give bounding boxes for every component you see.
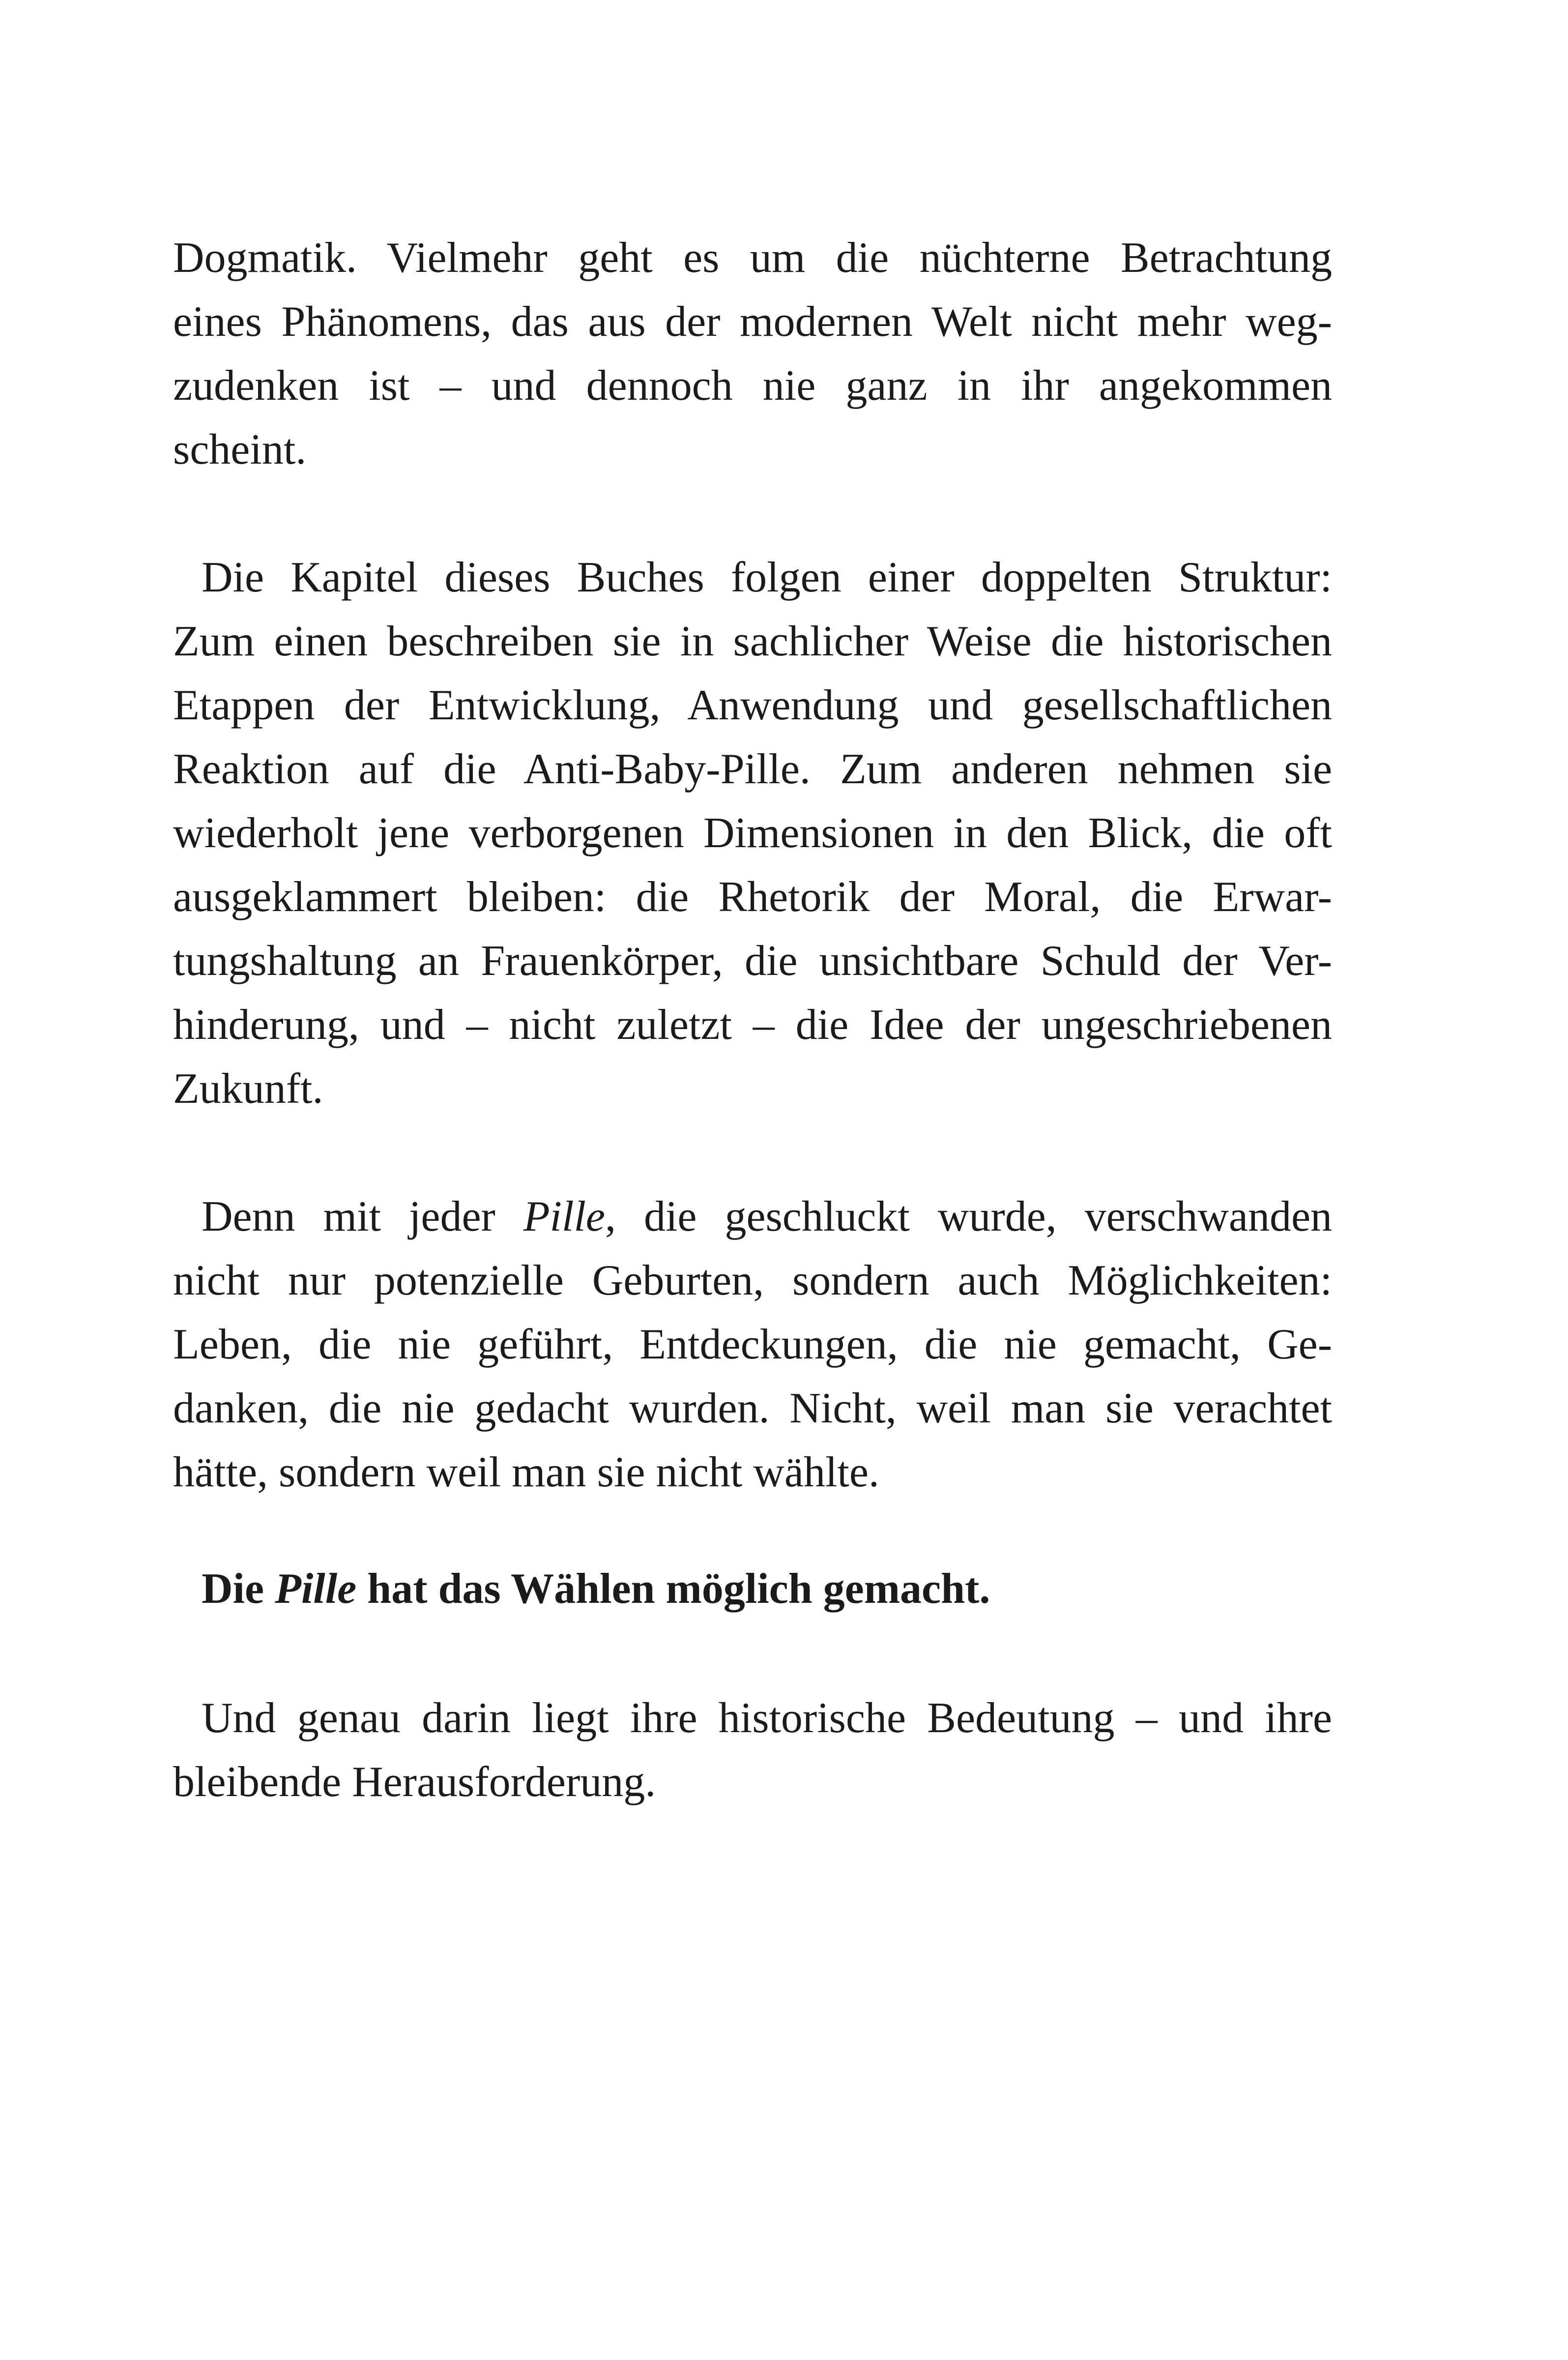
- emphasis-statement-start: Die: [202, 1565, 275, 1613]
- paragraph-1-line-4: scheint.: [173, 426, 307, 473]
- paragraph-4-line-1: Und genau darin liegt ihre historische Bedeutung – und ihre: [202, 1694, 1332, 1742]
- paragraph-3-line-4: danken, die nie gedacht wurden. Nicht, weil man sie verachtet: [173, 1385, 1332, 1432]
- paragraph-3-line-2: nicht nur potenzielle Geburten, sondern auch Möglichkeiten:: [173, 1257, 1332, 1304]
- paragraph-2-line-5: wiederholt jene verborgenen Dimensionen in den Blick, die oft: [173, 809, 1332, 857]
- paragraph-3-line-5: hätte, sondern weil man sie nicht wählte.: [173, 1448, 879, 1496]
- emphasis-statement: [202, 1555, 990, 1623]
- paragraph-2-line-6: ausgeklammert bleiben: die Rhetorik der Moral, die Erwar-: [173, 873, 1332, 921]
- paragraph-3-line-3: Leben, die nie geführt, Entdeckungen, die nie gemacht, Ge-: [173, 1321, 1332, 1368]
- paragraph-2-line-2: Zum einen beschreiben sie in sachlicher Weise die historischen: [173, 618, 1332, 665]
- paragraph-2-line-9: Zukunft.: [173, 1065, 323, 1113]
- paragraph-2-line-8: hinderung, und – nicht zuletzt – die Idee der ungeschriebenen: [173, 1001, 1332, 1049]
- paragraph-3-line-1-end: , die geschluckt wurde, verschwanden: [605, 1193, 1333, 1240]
- paragraph-2-line-4: Reaktion auf die Anti-Baby-Pille. Zum anderen nehmen sie: [173, 745, 1332, 793]
- paragraph-3-line-1-start: Denn mit jeder: [202, 1193, 523, 1240]
- paragraph-2-line-7: tungshaltung an Frauenkörper, die unsichtbare Schuld der Ver-: [173, 937, 1332, 985]
- emphasis-statement-pille: Pille: [275, 1565, 357, 1613]
- paragraph-4-line-2: bleibende Herausforderung.: [173, 1758, 656, 1806]
- paragraph-1-line-1: Dogmatik. Vielmehr geht es um die nüchterne Betrachtung: [173, 234, 1332, 282]
- paragraph-3-line-1: [202, 1182, 1332, 1251]
- paragraph-2-line-3: Etappen der Entwicklung, Anwendung und gesellschaftlichen: [173, 681, 1332, 729]
- paragraph-2-line-1: Die Kapitel dieses Buches folgen einer doppelten Struktur:: [202, 554, 1332, 601]
- paragraph-1-line-3: zudenken ist – und dennoch nie ganz in ihr angekommen: [173, 362, 1332, 410]
- pille-emphasis: Pille: [523, 1193, 605, 1240]
- paragraph-1-line-2: eines Phänomens, das aus der modernen Welt nicht mehr weg-: [173, 298, 1332, 346]
- emphasis-statement-end: hat das Wählen möglich gemacht.: [356, 1565, 990, 1613]
